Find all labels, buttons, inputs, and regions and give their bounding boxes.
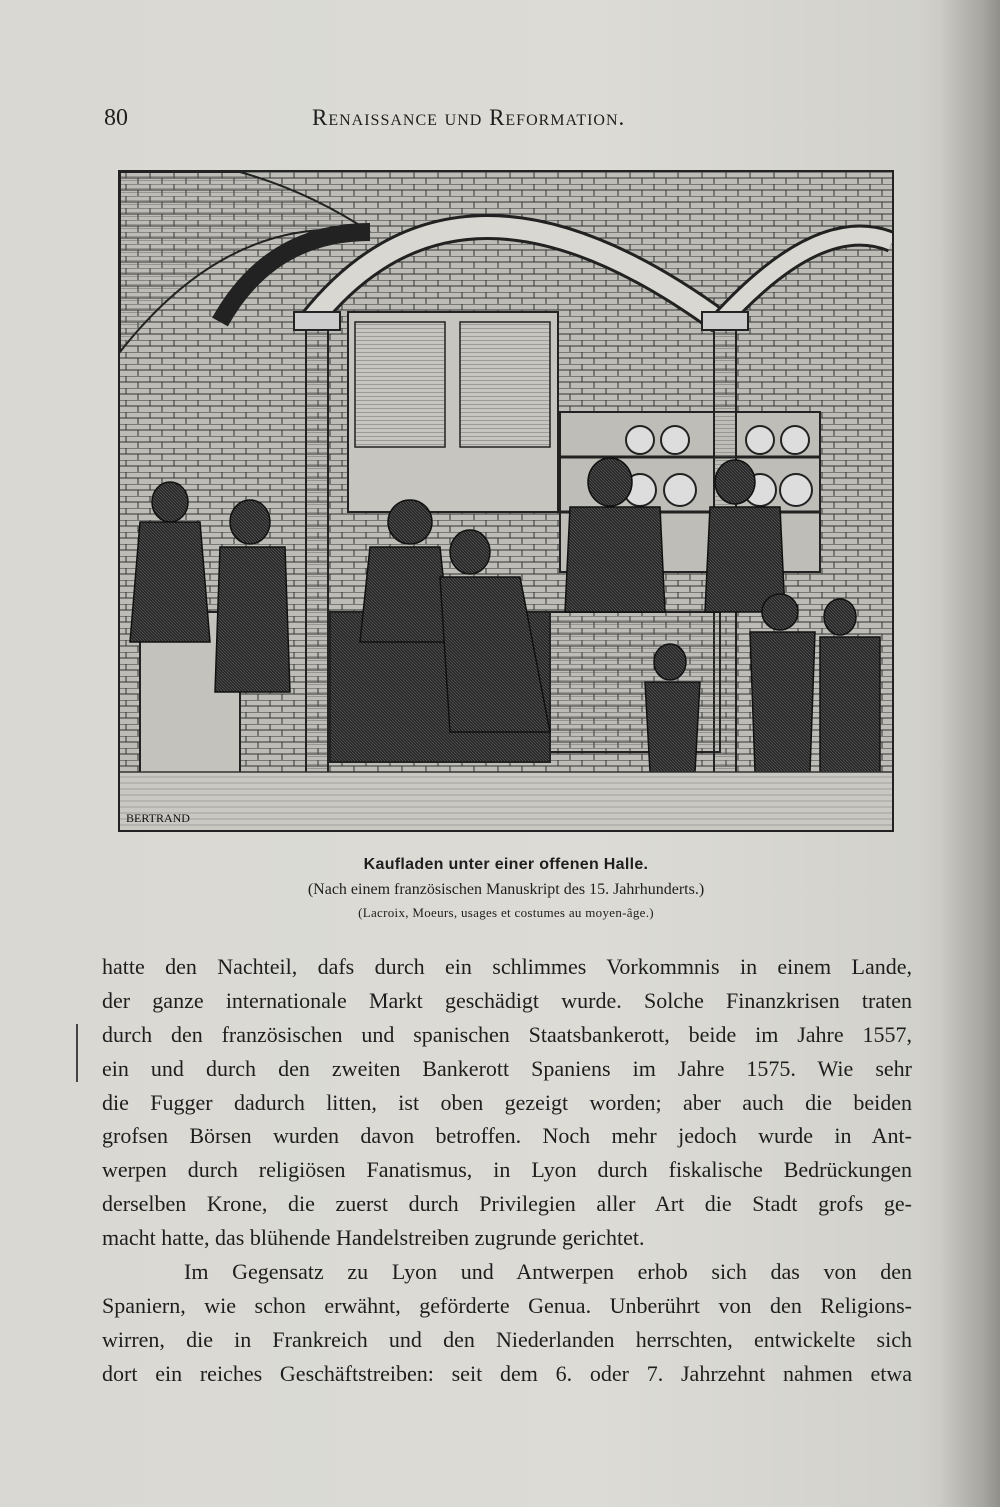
running-title: Renaissance und Reformation. (312, 105, 626, 130)
text-line: ein und durch den zweiten Bankerott Spaniens im Jahre 1575. Wie sehr (102, 1055, 912, 1081)
market-hall-engraving (120, 172, 892, 830)
text-line: derselben Krone, die zuerst durch Privilegien aller Art die Stadt grofs ge- (102, 1191, 912, 1217)
page-header (104, 105, 904, 139)
page-number: 80 (104, 105, 128, 131)
text-line: grofsen Börsen wurden davon betroffen. Noch mehr jedoch wurde in Ant- (102, 1123, 912, 1149)
engraving-illustration (118, 170, 894, 832)
text-line: die Fugger dadurch litten, ist oben gezeigt worden; aber auch die beiden (102, 1089, 912, 1115)
text-line: macht hatte, das blühende Handelstreiben zugrunde gerichtet. (102, 1225, 645, 1251)
figure-caption-reference: (Lacroix, Moeurs, usages et costumes au moyen-âge.) (358, 905, 654, 920)
text-line: Spaniern, wie schon erwähnt, geförderte Genua. Unberührt von den Religions- (102, 1292, 912, 1318)
text-line: Im Gegensatz zu Lyon und Antwerpen erhob sich das von den (184, 1259, 912, 1285)
figure-caption-source: (Nach einem französischen Manuskript des 15. Jahrhunderts.) (307, 881, 705, 898)
text-line: hatte den Nachteil, dafs durch ein schlimmes Vorkommnis in einem Lande, (102, 954, 912, 979)
body-text (102, 950, 912, 1391)
engraver-signature: BERTRAND (126, 811, 190, 825)
text-line: durch den französischen und spanischen Staatsbankerott, beide im Jahre 1557, (102, 1021, 912, 1047)
text-line: werpen durch religiösen Fanatismus, in Lyon durch fiskalische Bedrückungen (102, 1157, 912, 1183)
figure-caption-title: Kaufladen unter einer offenen Halle. (363, 856, 649, 873)
text-line: wirren, die in Frankreich und den Niederlanden herrschten, entwickelte sich (102, 1326, 912, 1352)
text-line: der ganze internationale Markt geschädigt wurde. Solche Finanzkrisen traten (102, 987, 912, 1013)
text-line: dort ein reiches Geschäftstreiben: seit dem 6. oder 7. Jahrzehnt nahmen etwa (102, 1360, 912, 1386)
page-edge-shadow (940, 0, 1000, 1507)
margin-pencil-mark (76, 1024, 78, 1082)
